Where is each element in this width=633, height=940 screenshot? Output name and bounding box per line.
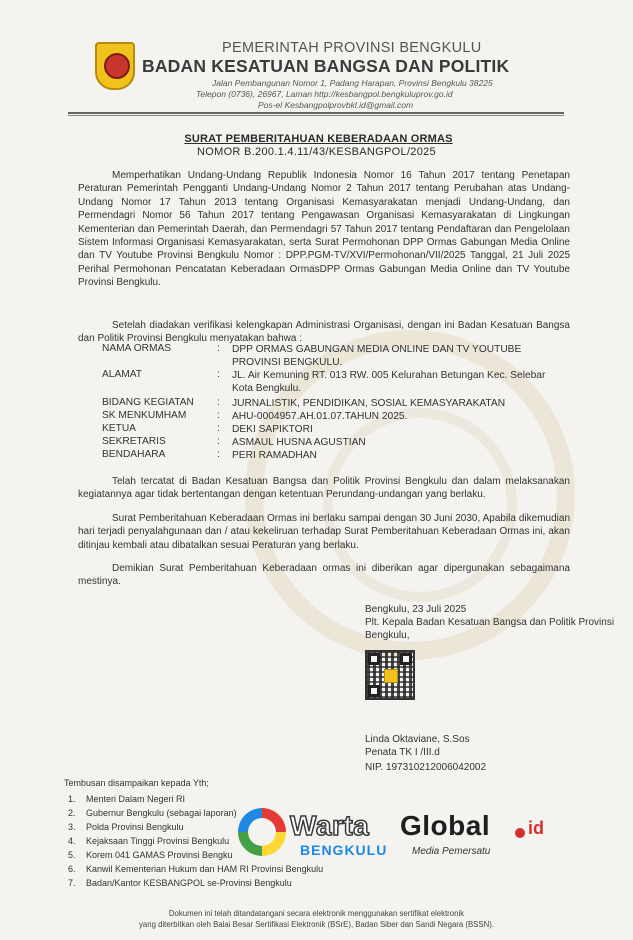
paragraph-registered xyxy=(78,475,570,502)
field-colon: : xyxy=(217,343,220,354)
signatory-rank: Penata TK I /III.d xyxy=(365,747,440,758)
warta-global-logo-icon xyxy=(238,808,286,856)
copy-item xyxy=(68,878,292,888)
watermark-warta: Warta xyxy=(290,810,370,841)
letter-number: NOMOR B.200.1.4.11/43/KESBANGPOL/2025 xyxy=(197,146,436,158)
organization-name: BADAN KESATUAN BANGSA DAN POLITIK xyxy=(142,56,510,76)
copy-number: 1. xyxy=(68,794,76,804)
copy-item xyxy=(68,864,323,874)
copy-text: Kejaksaan Tinggi Provinsi Bengkulu xyxy=(86,836,230,846)
address-line-2: Telepon (0736), 26967, Laman http://kesbangpol.bengkuluprov.go.id xyxy=(196,89,453,99)
copy-number: 5. xyxy=(68,850,76,860)
paragraph-text: Telah tercatat di Badan Kesatuan Bangsa dan Politik Provinsi Bengkulu dan dalam melaksanakan kegiatannya agar tidak bertentangan dengan ketentuan Perundang-undangan yang berlaku. xyxy=(78,476,570,501)
copy-text: Kanwil Kementerian Hukum dan HAM RI Provinsi Bengkulu xyxy=(86,864,324,874)
watermark-global: Global xyxy=(400,810,491,841)
field-colon: : xyxy=(217,436,220,447)
copies-heading: Tembusan disampaikan kepada Yth; xyxy=(64,778,209,788)
copy-text: Menteri Dalam Negeri RI xyxy=(86,794,186,804)
field-colon: : xyxy=(217,410,220,421)
copy-item xyxy=(68,808,237,818)
field-label: BENDAHARA xyxy=(102,449,166,460)
field-value: DPP ORMAS GABUNGAN MEDIA ONLINE DAN TV YOUTUBE PROVINSI BENGKULU. xyxy=(232,344,522,369)
field-value: JURNALISTIK, PENDIDIKAN, SOSIAL KEMASYARAKATAN xyxy=(232,398,506,409)
signatory-name: Linda Oktaviane, S.Sos xyxy=(365,734,470,745)
copy-number: 2. xyxy=(68,808,76,818)
field-value: DEKI SAPIKTORI xyxy=(232,424,313,435)
field-colon: : xyxy=(217,449,220,460)
government-name: PEMERINTAH PROVINSI BENGKULU xyxy=(222,40,482,56)
field-label: SEKRETARIS xyxy=(102,436,166,447)
field-value: JL. Air Kemuning RT. 013 RW. 005 Kelurahan Betungan Kec. Selebar Kota Bengkulu. xyxy=(232,370,546,395)
paragraph-closing xyxy=(78,562,570,589)
field-value: ASMAUL HUSNA AGUSTIAN xyxy=(232,437,366,448)
field-label: BIDANG KEGIATAN xyxy=(102,397,194,408)
province-logo-icon xyxy=(95,42,135,90)
watermark-id: id xyxy=(528,818,544,838)
field-label: KETUA xyxy=(102,423,136,434)
signature-place-date: Bengkulu, 23 Juli 2025 xyxy=(365,604,467,615)
copy-text: Korem 041 GAMAS Provinsi Bengku xyxy=(86,850,233,860)
copy-text: Gubernur Bengkulu (sebagai laporan) xyxy=(86,808,237,818)
signature-position: Plt. Kepala Badan Kesatuan Bangsa dan Politik Provinsi xyxy=(365,617,615,628)
field-value: AHU-0004957.AH.01.07.TAHUN 2025. xyxy=(232,411,408,422)
qr-code-icon xyxy=(365,650,415,700)
footer-line-1: Dokumen ini telah ditandatangani secara elektronik menggunakan sertifikat elektronik xyxy=(168,909,465,918)
field-colon: : xyxy=(217,369,220,380)
address-line-1: Jalan Pembangunan Nomor 1, Padang Harapan, Provinsi Bengkulu 38225 xyxy=(212,78,493,88)
paragraph-validity xyxy=(78,512,570,552)
footer-line-2: yang diterbitkan oleh Balai Besar Sertifikasi Elektronik (BSrE), Badan Siber dan Sandi Negara (BSSN). xyxy=(139,920,494,929)
paragraph-text: Setelah diadakan verifikasi kelengkapan Administrasi Organisasi, dengan ini Badan Kesatuan Bangsa dan Politik Provinsi Bengkulu menyatakan bahwa : xyxy=(78,320,570,345)
copy-item xyxy=(68,836,229,846)
paragraph-text: Memperhatikan Undang-Undang Republik Indonesia Nomor 16 Tahun 2017 tentang Penetapan Peraturan Pemerintah Pengganti Undang-Undang Nomor 2 Tahun 2017 tentang Perubahan atas Undang-Undang Nomor 17 Tahun 2013 tentang Organisasi Kemasyarakatan menjadi Undang-Undang, dan Permendagri Nomor 56 Tahun 2017 tentang Pengawasan Organisasi Kemasyarakatan di Lingkungan Kementerian dan Pemerintah Daerah, dan Permendagri 57 Tahun 2017 tentang Pendaftaran dan Pengelolaan Sistem Informasi Organisasi Kemasyarakatan, serta Surat Permohonan DPP Ormas Gabungan Media Online dan TV Youtube Provinsi Bengkulu Nomor : DPP.PGM-TV/XVI/Permohonan/VII/2025 Tanggal, 21 Juli 2025 Perihal Permohonan Pencatatan Keberadaan OrmasDPP Ormas Gabungan Media Online dan TV Youtube Provinsi Bengkulu. xyxy=(78,170,570,289)
copy-text: Polda Provinsi Bengkulu xyxy=(86,822,184,832)
field-value: PERI RAMADHAN xyxy=(232,450,317,461)
copy-number: 3. xyxy=(68,822,76,832)
copy-number: 7. xyxy=(68,878,76,888)
field-colon: : xyxy=(217,397,220,408)
copy-number: 6. xyxy=(68,864,76,874)
copy-item xyxy=(68,822,184,832)
watermark-bengkulu: BENGKULU xyxy=(300,842,388,858)
paragraph-text: Surat Pemberitahuan Keberadaan Ormas ini berlaku sampai dengan 30 Juni 2030, Apabila dikemudian hari terjadi penyalahgunaan dan / atau kekeliruan terhadap Surat Pemberitahuan Keberadaan Ormas ini, akan ditinjau kembali atau dibatalkan sesuai Peraturan yang berlaku. xyxy=(78,513,570,551)
watermark-dot xyxy=(515,828,525,838)
field-colon: : xyxy=(217,423,220,434)
field-label: NAMA ORMAS xyxy=(102,343,172,354)
header-divider-thin xyxy=(68,115,564,116)
paragraph-considering xyxy=(78,169,570,290)
field-label: SK MENKUMHAM xyxy=(102,410,187,421)
letter-title: SURAT PEMBERITAHUAN KEBERADAAN ORMAS xyxy=(184,133,453,145)
watermark-tagline: Media Pemersatu xyxy=(412,846,491,857)
copy-number: 4. xyxy=(68,836,76,846)
signature-position-cont: Bengkulu, xyxy=(365,630,410,641)
paragraph-verification xyxy=(78,319,570,346)
paragraph-text: Demikian Surat Pemberitahuan Keberadaan ormas ini diberikan agar dipergunakan sebagaimana mestinya. xyxy=(78,563,570,588)
header-divider xyxy=(68,112,564,114)
signatory-nip: NIP. 197310212006042002 xyxy=(365,762,487,773)
copy-text: Badan/Kantor KESBANGPOL se-Provinsi Bengkulu xyxy=(86,878,292,888)
copy-item xyxy=(68,794,185,804)
field-label: ALAMAT xyxy=(102,369,143,380)
copy-item xyxy=(68,850,233,860)
address-line-3: Pos-el Kesbangpolprovbkl.id@gmail.com xyxy=(258,100,414,110)
